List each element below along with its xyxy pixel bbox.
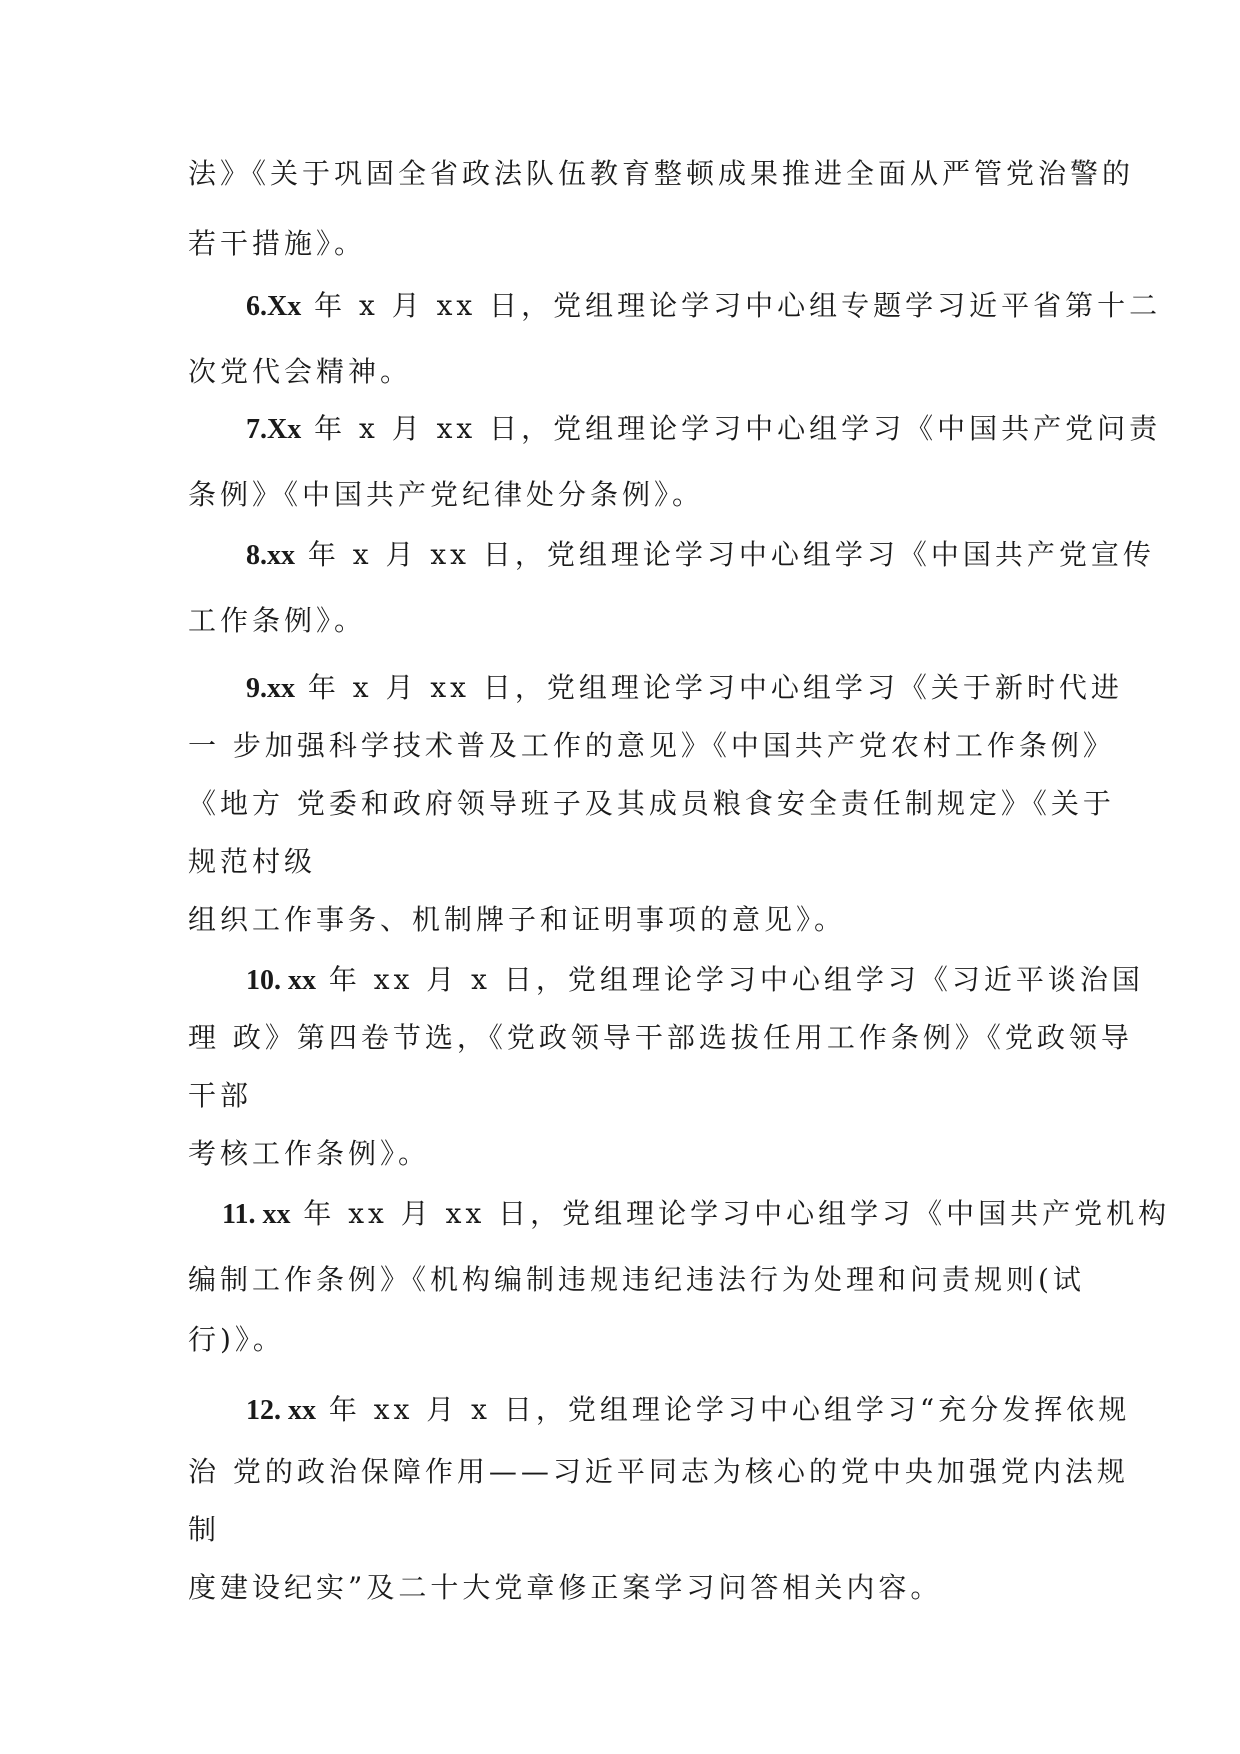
item-number: 10. xx (246, 965, 316, 996)
item-number: 6.Xx (246, 291, 302, 322)
item-number: 9.xx (246, 673, 295, 704)
text-line-1: 法》《关于巩固全省政法队伍教育整顿成果推进全面从严管党治警的 (188, 157, 1135, 190)
item-8-line-1: 8.xx 年 x 月 xx 日，党组理论学习中心组学习《中国共产党宣传 (246, 538, 1155, 571)
item-11-line-1: 11. xx 年 xx 月 xx 日，党组理论学习中心组学习《中国共产党机构 (222, 1197, 1171, 1230)
item-9-line-3: 《地方 党委和政府领导班子及其成员粮食安全责任制规定》《关于 (188, 787, 1115, 820)
item-12-line-4: 度建设纪实”及二十大党章修正案学习问答相关内容。 (188, 1571, 943, 1604)
item-12-line-1: 12. xx 年 xx 月 x 日，党组理论学习中心组学习“充分发挥依规 (246, 1393, 1131, 1426)
item-10-line-2: 理 政》第四卷节选，《党政领导干部选拔任用工作条例》《党政领导 (188, 1021, 1133, 1054)
item-10-line-3: 干部 (188, 1079, 253, 1112)
item-9-line-5: 组织工作事务、机制牌子和证明事项的意见》。 (188, 903, 847, 936)
item-9-line-4: 规范村级 (188, 845, 317, 878)
item-12-line-2: 治 党的政治保障作用——习近平同志为核心的党中央加强党内法规 (188, 1455, 1129, 1488)
item-6-line-2: 次党代会精神。 (188, 355, 413, 388)
item-10-line-4: 考核工作条例》。 (188, 1137, 431, 1170)
item-9-line-1: 9.xx 年 x 月 xx 日，党组理论学习中心组学习《关于新时代进 (246, 671, 1123, 704)
item-7-line-2: 条例》《中国共产党纪律处分条例》。 (188, 478, 705, 511)
item-12-line-3: 制 (188, 1513, 221, 1546)
item-11-line-3: 行)》。 (188, 1323, 285, 1356)
item-number: 11. xx (222, 1199, 291, 1230)
item-11-line-2: 编制工作条例》《机构编制违规违纪违法行为处理和问责规则(试 (188, 1263, 1085, 1296)
item-number: 7.Xx (246, 414, 302, 445)
item-number: 8.xx (246, 540, 295, 571)
item-9-line-2: 一 步加强科学技术普及工作的意见》《中国共产党农村工作条例》 (188, 729, 1115, 762)
item-7-line-1: 7.Xx 年 x 月 xx 日，党组理论学习中心组学习《中国共产党问责 (246, 412, 1162, 445)
item-number: 12. xx (246, 1395, 316, 1426)
text-line-2: 若干措施》。 (188, 227, 367, 260)
item-6-line-1: 6.Xx 年 x 月 xx 日，党组理论学习中心组专题学习近平省第十二 (246, 289, 1162, 322)
item-8-line-2: 工作条例》。 (188, 604, 367, 637)
item-10-line-1: 10. xx 年 xx 月 x 日，党组理论学习中心组学习《习近平谈治国 (246, 963, 1144, 996)
